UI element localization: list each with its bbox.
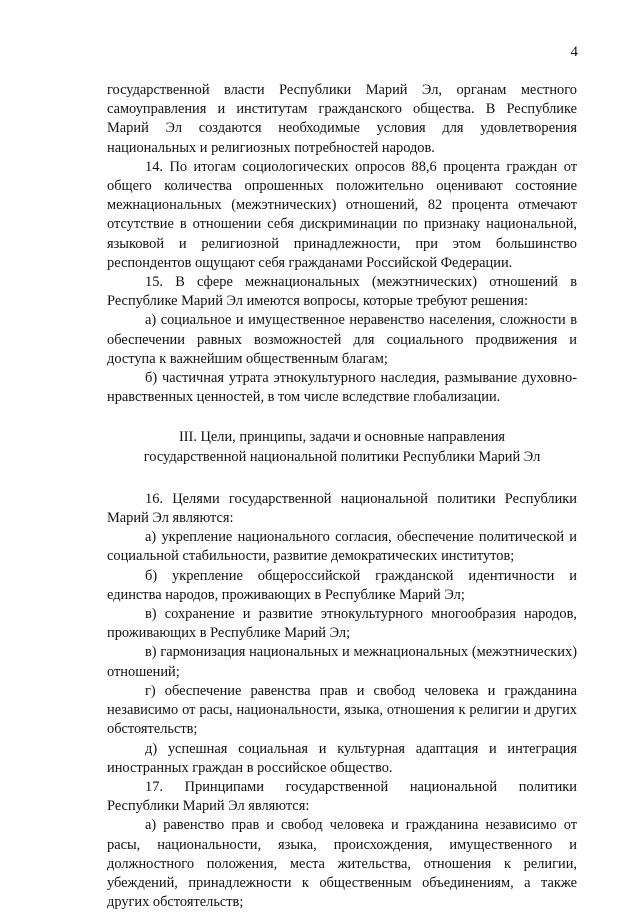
document-body bbox=[107, 81, 577, 912]
section-heading bbox=[107, 428, 577, 466]
paragraph-continuation: государственной власти Республики Марий Эл, органам местного самоуправления и институтам гражданского общества. В Республике Марий Эл создаются необходимые условия для удовлетворения национальных и религиозных потребностей народов. bbox=[107, 82, 577, 156]
paragraph-15-b: б) частичная утрата этнокультурного наследия, размывание духовно-нравственных ценностей, в том числе вследствие глобализации. bbox=[107, 370, 577, 406]
paragraph-16-v: в) сохранение и развитие этнокультурного многообразия народов, проживающих в Республике Марий Эл; bbox=[107, 606, 577, 642]
paragraph-16-a: а) укрепление национального согласия, обеспечение политической и социальной стабильности, развитие демократических институтов; bbox=[107, 529, 577, 565]
section-heading-line-2: государственной национальной политики Республики Марий Эл bbox=[143, 448, 541, 465]
paragraph-15: 15. В сфере межнациональных (межэтнических) отношений в Республике Марий Эл имеются вопросы, которые требуют решения: bbox=[107, 274, 577, 310]
paragraph-17: 17. Принципами государственной национальной политики Республики Марий Эл являются: bbox=[107, 778, 577, 815]
paragraph-16: 16. Целями государственной национальной политики Республики Марий Эл являются: bbox=[107, 490, 577, 527]
page-number: 4 bbox=[570, 44, 578, 60]
paragraph-14: 14. По итогам социологических опросов 88,6 процента граждан от общего количества опрошенных положительно оценивают состояние межнациональных (межэтнических) отношений, 82 процента отмечают отсутствие в отношении себя дискриминации по признаку национальной, языковой и религиозной принадлежности, при этом большинство респондентов ощущают себя гражданами Российской Федерации. bbox=[107, 158, 577, 271]
paragraph-16-g: г) обеспечение равенства прав и свобод человека и гражданина независимо от расы, национальности, языка, отношения к религии и других обстоятельств; bbox=[107, 682, 577, 738]
paragraph-16-d: д) успешная социальная и культурная адаптация и интеграция иностранных граждан в российское общество. bbox=[107, 740, 577, 776]
paragraph-16-b: б) укрепление общероссийской гражданской идентичности и единства народов, проживающих в Республике Марий Эл; bbox=[107, 567, 577, 603]
section-heading-line-1: III. Цели, принципы, задачи и основные направления bbox=[178, 429, 506, 446]
paragraph-15-a: а) социальное и имущественное неравенство населения, сложности в обеспечении равных возможностей для социального продвижения и доступа к важнейшим общественным благам; bbox=[107, 312, 577, 367]
paragraph-17-a: а) равенство прав и свобод человека и гражданина независимо от расы, национальности, языка, происхождения, имущественного и должностного положения, места жительства, отношения к религии, убеждений, принадлежности к общественным объединениям, а также других обстоятельств; bbox=[107, 817, 577, 911]
paragraph-16-v-2: в) гармонизация национальных и межнациональных (межэтнических) отношений; bbox=[107, 644, 577, 680]
